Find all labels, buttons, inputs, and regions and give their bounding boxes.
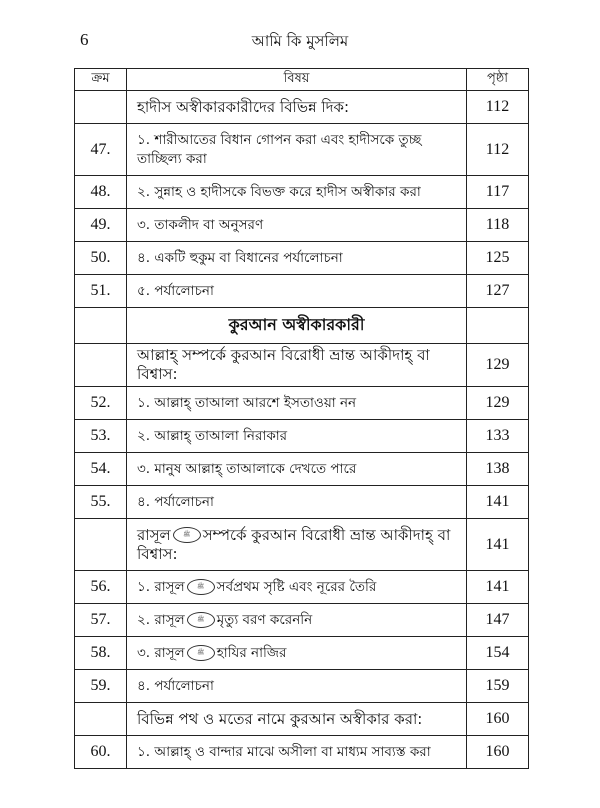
- row-topic: ৩. মানুষ আল্লাহ্‌ তাআলাকে দেখতে পারে: [127, 453, 467, 486]
- row-page: 118: [467, 209, 529, 242]
- row-topic: ২. সুন্নাহ ও হাদীসকে বিভক্ত করে হাদীস অস্বীকার করা: [127, 176, 467, 209]
- page-number: 6: [80, 30, 89, 49]
- table-row: [75, 519, 529, 571]
- column-header-topic: বিষয়: [127, 69, 467, 91]
- book-title: আমি কি মুসলিম: [251, 32, 349, 50]
- row-topic-part: সম্পর্কে কুরআন বিরোধী ভ্রান্ত আকীদাহ্‌ বা বিশ্বাস:: [137, 525, 451, 563]
- table-row: [75, 453, 529, 486]
- table-row: [75, 420, 529, 453]
- page-header: [0, 30, 600, 56]
- row-page: 129: [467, 344, 529, 387]
- table-row: [75, 571, 529, 604]
- section-row: [75, 308, 529, 344]
- salutation-seal-icon: ﷺ: [187, 612, 215, 628]
- table-row: [75, 275, 529, 308]
- table-row: [75, 637, 529, 670]
- section-right-cell: [467, 308, 529, 344]
- row-number: 50.: [75, 242, 127, 275]
- row-page: 154: [467, 637, 529, 670]
- row-page: 138: [467, 453, 529, 486]
- row-topic-part: সর্বপ্রথম সৃষ্টি এবং নূরের তৈরি: [216, 578, 377, 595]
- row-number: 47.: [75, 124, 127, 176]
- row-page: 129: [467, 387, 529, 420]
- row-topic: আল্লাহ্‌ সম্পর্কে কুরআন বিরোধী ভ্রান্ত আকীদাহ্‌ বা বিশ্বাস:: [127, 344, 467, 387]
- row-number: 60.: [75, 736, 127, 769]
- row-number: 58.: [75, 637, 127, 670]
- row-number: 57.: [75, 604, 127, 637]
- row-number: [75, 91, 127, 124]
- row-number: 49.: [75, 209, 127, 242]
- row-page: 117: [467, 176, 529, 209]
- row-number: 52.: [75, 387, 127, 420]
- row-number: 48.: [75, 176, 127, 209]
- table-row: [75, 387, 529, 420]
- row-topic: ৩. তাকলীদ বা অনুসরণ: [127, 209, 467, 242]
- row-number: [75, 703, 127, 736]
- row-page: 133: [467, 420, 529, 453]
- row-topic: হাদীস অস্বীকারকারীদের বিভিন্ন দিক:: [127, 91, 467, 124]
- row-topic-part: মৃত্যু বরণ করেননি: [216, 611, 313, 628]
- row-number: 53.: [75, 420, 127, 453]
- row-topic-part: হাযির নাজির: [216, 644, 287, 661]
- row-topic: [127, 519, 467, 571]
- row-topic: ১. আল্লাহ্‌ তাআলা আরশে ইসতাওয়া নন: [127, 387, 467, 420]
- row-page: 160: [467, 703, 529, 736]
- row-page: 159: [467, 670, 529, 703]
- row-page: 141: [467, 486, 529, 519]
- table-row: [75, 209, 529, 242]
- row-page: 112: [467, 91, 529, 124]
- table-header-row: [75, 69, 529, 91]
- row-topic: ৪. একটি হুকুম বা বিধানের পর্যালোচনা: [127, 242, 467, 275]
- row-page: 141: [467, 519, 529, 571]
- row-topic: [127, 637, 467, 670]
- table-row: [75, 242, 529, 275]
- row-topic-part: ১. রাসূল: [137, 578, 185, 595]
- row-number: 54.: [75, 453, 127, 486]
- row-topic-part: ৩. রাসূল: [137, 644, 185, 661]
- row-number: [75, 519, 127, 571]
- row-topic: ২. আল্লাহ্‌ তাআলা নিরাকার: [127, 420, 467, 453]
- row-topic-part: ২. রাসূল: [137, 611, 185, 628]
- section-left-cell: [75, 308, 127, 344]
- row-topic: ১. আল্লাহ্‌ ও বান্দার মাঝে অসীলা বা মাধ্যম সাব্যস্ত করা: [127, 736, 467, 769]
- table-row: [75, 486, 529, 519]
- salutation-seal-icon: ﷺ: [187, 579, 215, 595]
- table-row: [75, 124, 529, 176]
- row-number: 59.: [75, 670, 127, 703]
- table-row: [75, 344, 529, 387]
- row-topic: [127, 604, 467, 637]
- row-number: 55.: [75, 486, 127, 519]
- section-heading: কুরআন অস্বীকারকারী: [127, 308, 467, 344]
- table-row: [75, 703, 529, 736]
- salutation-seal-icon: ﷺ: [187, 645, 215, 661]
- table-row: [75, 91, 529, 124]
- column-header-page: পৃষ্ঠা: [467, 69, 529, 91]
- row-page: 147: [467, 604, 529, 637]
- row-topic: [127, 571, 467, 604]
- table-row: [75, 736, 529, 769]
- table-row: [75, 176, 529, 209]
- salutation-seal-icon: ﷺ: [173, 527, 201, 543]
- row-page: 125: [467, 242, 529, 275]
- row-number: 56.: [75, 571, 127, 604]
- row-topic: ৪. পর্যালোচনা: [127, 670, 467, 703]
- row-page: 141: [467, 571, 529, 604]
- row-topic: ৫. পর্যালোচনা: [127, 275, 467, 308]
- row-number: 51.: [75, 275, 127, 308]
- table-row: [75, 604, 529, 637]
- row-number: [75, 344, 127, 387]
- table-row: [75, 670, 529, 703]
- row-page: 127: [467, 275, 529, 308]
- row-page: 160: [467, 736, 529, 769]
- column-header-serial: ক্রম: [75, 69, 127, 91]
- row-topic: ১. শারীআতের বিধান গোপন করা এবং হাদীসকে তুচ্ছ তাচ্ছিল্য করা: [127, 124, 467, 176]
- contents-table: [74, 68, 529, 769]
- row-page: 112: [467, 124, 529, 176]
- row-topic: বিভিন্ন পথ ও মতের নামে কুরআন অস্বীকার করা:: [127, 703, 467, 736]
- row-topic-part: রাসূল: [137, 525, 171, 544]
- row-topic: ৪. পর্যালোচনা: [127, 486, 467, 519]
